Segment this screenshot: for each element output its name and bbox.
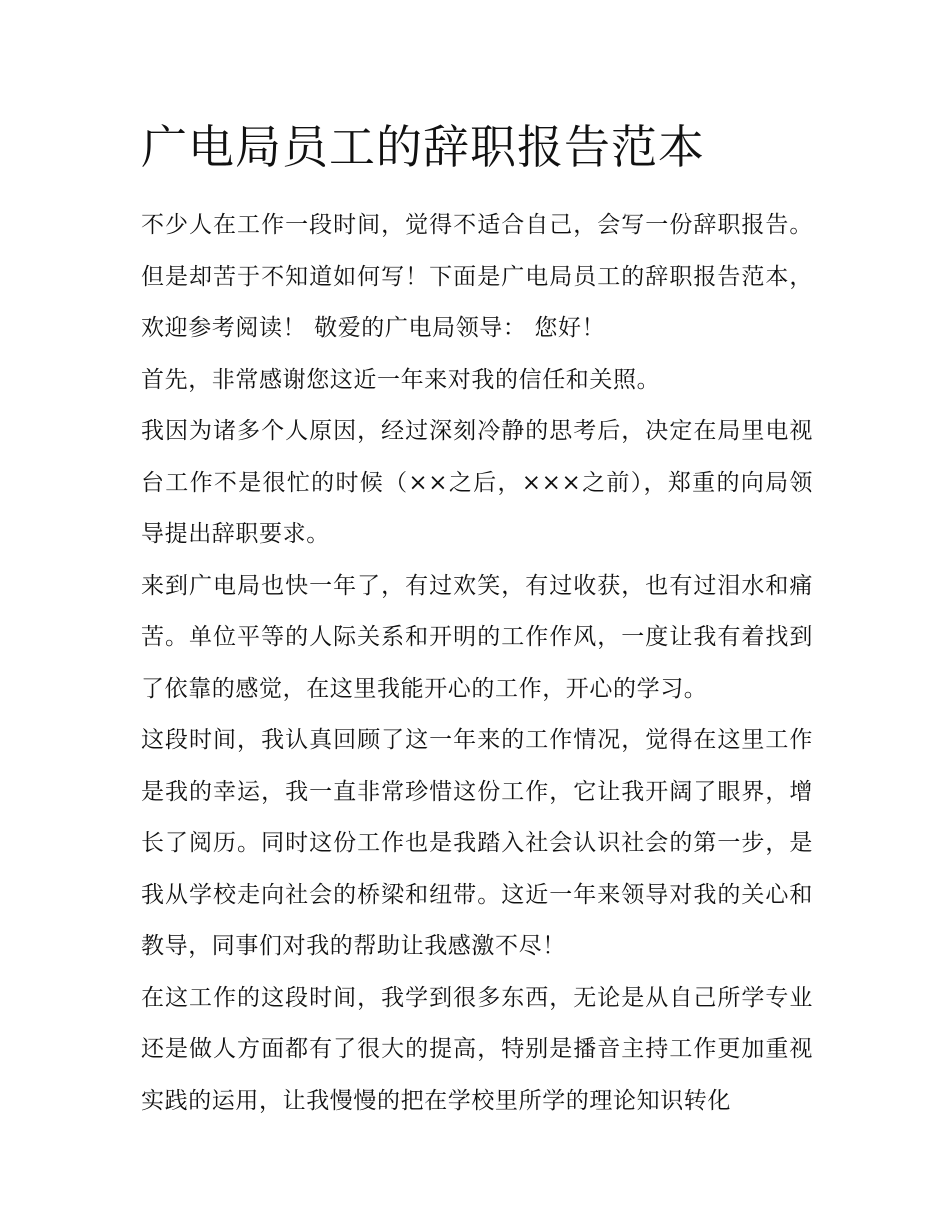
document-body (141, 200, 813, 1127)
document-title: 广电局员工的辞职报告范本 (141, 120, 705, 174)
paragraph-intro: 不少人在工作一段时间，觉得不适合自己，会写一份辞职报告。但是却苦于不知道如何写！下面是广电局员工的辞职报告范本，欢迎参考阅读！ 敬爱的广电局领导： 您好！ (141, 212, 813, 341)
paragraph-learning: 在这工作的这段时间，我学到很多东西，无论是从自己所学专业还是做人方面都有了很大的提高，特别是播音主持工作更加重视实践的运用，让我慢慢的把在学校里所学的理论知识转化 (141, 984, 813, 1114)
paragraph-review: 这段时间，我认真回顾了这一年来的工作情况，觉得在这里工作是我的幸运，我一直非常珍惜这份工作，它让我开阔了眼界，增长了阅历。同时这份工作也是我踏入社会认识社会的第一步，是我从学校走向社会的桥梁和纽带。这近一年来领导对我的关心和教导，同事们对我的帮助让我感激不尽！ (141, 727, 813, 959)
document-content (141, 112, 813, 1127)
paragraph-experience: 来到广电局也快一年了，有过欢笑，有过收获，也有过泪水和痛苦。单位平等的人际关系和开明的工作作风，一度让我有着找到了依靠的感觉，在这里我能开心的工作，开心的学习。 (141, 572, 813, 702)
paragraph-resignation-request: 我因为诸多个人原因，经过深刻冷静的思考后，决定在局里电视台工作不是很忙的时候（××之后，×××之前），郑重的向局领导提出辞职要求。 (141, 418, 813, 547)
paragraph-thanks: 首先，非常感谢您这近一年来对我的信任和关照。 (141, 366, 661, 393)
